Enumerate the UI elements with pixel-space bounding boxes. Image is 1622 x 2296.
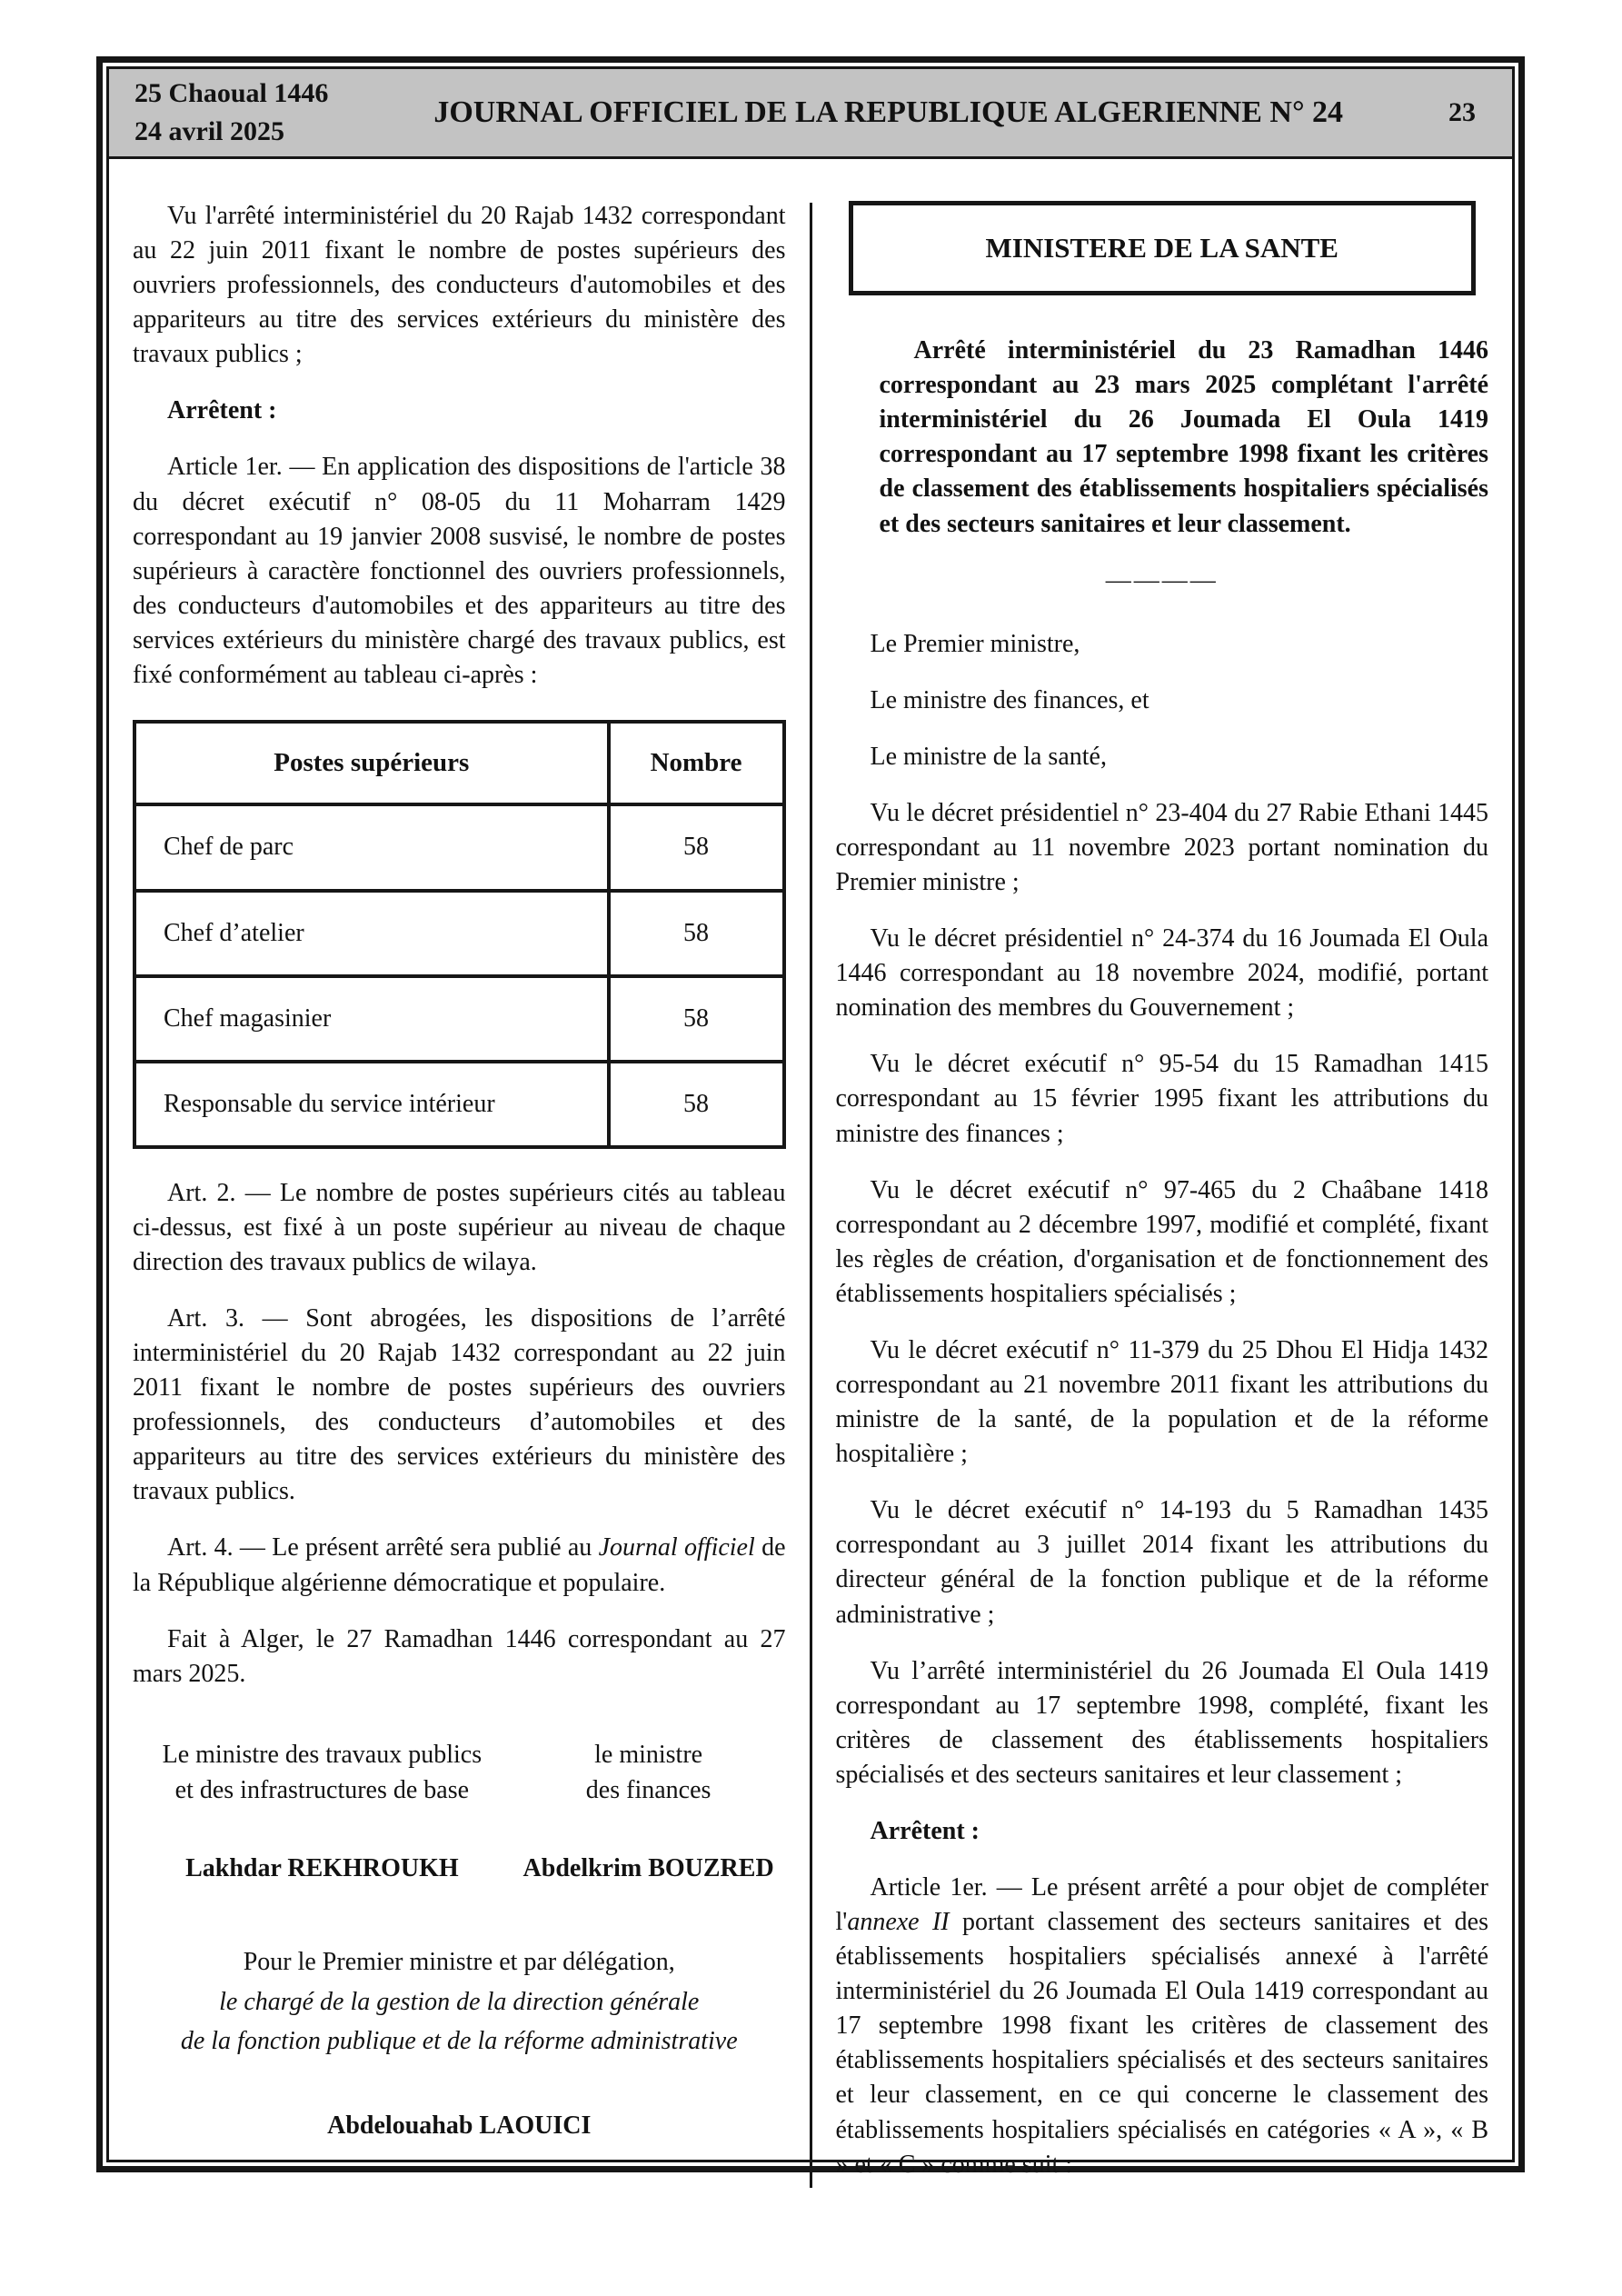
minister-left-title-line1: Le ministre des travaux publics: [162, 1740, 483, 1769]
vu-paragraph: Vu le décret présidentiel n° 23-404 du 27 Rabie Ethani 1445 correspondant au 11 novembre 2023 portant nomination du Premier ministre ;: [835, 798, 1488, 897]
table-cell-nombre: 58: [609, 891, 784, 976]
arretent-heading: Arrêtent :: [870, 1816, 980, 1845]
delegation-line3: de la fonction publique et de la réforme administrative: [180, 2027, 738, 2056]
delegation-name: Abdelouahab LAOUICI: [327, 2111, 592, 2141]
arrete-title-paragraph: Arrêté interministériel du 23 Ramadhan 1446 correspondant au 23 mars 2025 complétant l'arrêté interministériel du 26 Joumada El Oula 1419 correspondant au 17 septembre 1998 fixant les critères de classement des établissements hospitaliers spécialisés et des secteurs sanitaires et leur classement.: [879, 336, 1488, 538]
table-cell-nombre: 58: [609, 804, 784, 890]
page-number: 23: [1448, 97, 1476, 127]
article-4-text-after: de la République algérienne démocratique et populaire.: [133, 1533, 786, 1597]
article-1-paragraph: Article 1er. — En application des dispositions de l'article 38 du décret exécutif n° 08-05 du 11 Moharram 1429 correspondant au 19 janvier 2008 susvisé, le nombre de postes supérieurs à caractère fonctionnel des ouvriers professionnels, des conducteurs d'automobiles et des appariteurs au titre des services extérieurs du ministère chargé des travaux publics, est fixé conformément au tableau ci-après :: [133, 453, 786, 689]
article-1-text-after: portant classement des secteurs sanitaires et des établissements hospitaliers spécialisés annexé à l'arrêté interministériel du 26 Joumada El Oula 1419 correspondant au 17 septembre 1998 fixant les critères de classement des établissements hospitaliers spécialisés et des secteurs sanitaires et leur classement, en ce qui concerne le classement des établissements hospitaliers spécialisés en catégories « A », « B » et « C » comme suit :: [835, 1908, 1488, 2179]
arretent-heading: Arrêtent :: [167, 396, 277, 425]
postes-superieurs-table: [133, 720, 786, 1149]
article-1-text-before: Article 1er. — Le présent arrêté a pour objet de compléter l': [835, 1872, 1488, 1937]
header-dates: [134, 75, 328, 151]
table-row: [134, 891, 784, 976]
delegation-line2: le chargé de la gestion de la direction générale: [219, 1987, 700, 2016]
annexe-ii-italic: annexe II: [847, 1908, 950, 1937]
table-cell-nombre: 58: [609, 1062, 784, 1147]
table-cell-nombre: 58: [609, 976, 784, 1062]
ministry-heading-box: MINISTERE DE LA SANTE: [849, 201, 1477, 295]
vu-paragraph: Vu le décret exécutif n° 95-54 du 15 Ramadhan 1415 correspondant au 15 février 1995 fixant les attributions du ministre des finances ;: [835, 1050, 1488, 1148]
delegation-block: [133, 1942, 786, 2146]
table-header-nombre: Nombre: [609, 722, 784, 804]
minister-left-title-line2: et des infrastructures de base: [174, 1775, 470, 1804]
table-cell-poste: Chef magasinier: [134, 976, 609, 1062]
header-date-hijri: 25 Chaoual 1446: [134, 78, 329, 108]
vu-paragraph: Vu le décret exécutif n° 14-193 du 5 Ramadhan 1435 correspondant au 3 juillet 2014 fixant les attributions du directeur général de la fonction publique et de la réforme administrative ;: [835, 1496, 1488, 1629]
table-row: [134, 1062, 784, 1147]
signature-right-block: [512, 1737, 786, 1886]
left-column: [109, 159, 810, 2211]
article-4-paragraph: [133, 1531, 786, 1600]
journal-title: JOURNAL OFFICIEL DE LA REPUBLIQUE ALGERIENNE N° 24: [433, 95, 1344, 129]
table-cell-poste: Chef d’atelier: [134, 891, 609, 976]
article-2-paragraph: Art. 2. — Le nombre de postes supérieurs cités au tableau ci-dessus, est fixé à un poste supérieur au niveau de chaque direction des travaux publics de wilaya.: [133, 1178, 786, 1276]
preamble-ministre-sante: Le ministre de la santé,: [870, 742, 1107, 771]
delegation-line1: Pour le Premier ministre et par délégation,: [243, 1948, 675, 1977]
signature-left-block: [133, 1737, 512, 1886]
page-frame: [96, 56, 1525, 2179]
vu-paragraph: Vu l'arrêté interministériel du 20 Rajab 1432 correspondant au 22 juin 2011 fixant le nombre de postes supérieurs des ouvriers professionnels, des conducteurs d'automobiles et des appariteurs au titre des services extérieurs du ministère des travaux publics ;: [133, 202, 786, 369]
article-4-text-before: Art. 4. — Le présent arrêté sera publié au: [167, 1533, 599, 1562]
table-header-row: [134, 722, 784, 804]
vu-paragraph: Vu le décret présidentiel n° 24-374 du 16 Joumada El Oula 1446 correspondant au 18 novembre 2024, modifié, portant nomination des membres du Gouvernement ;: [835, 924, 1488, 1023]
page-inner-border: [106, 66, 1515, 2179]
signature-titles-row: [133, 1737, 786, 1886]
vu-paragraph: Vu le décret exécutif n° 11-379 du 25 Dhou El Hidja 1432 correspondant au 21 novembre 2011 fixant les attributions du ministre de la santé, de la population et de la réforme hospitalière ;: [835, 1335, 1488, 1469]
header-date-gregorian: 24 avril 2025: [134, 116, 284, 146]
minister-right-name: Abdelkrim BOUZRED: [522, 1854, 774, 1883]
table-cell-poste: Chef de parc: [134, 804, 609, 890]
table-cell-poste: Responsable du service intérieur: [134, 1062, 609, 1147]
table-row: [134, 976, 784, 1062]
fait-a-alger-paragraph: Fait à Alger, le 27 Ramadhan 1446 correspondant au 27 mars 2025.: [133, 1624, 786, 1688]
dash-separator: ————: [1105, 565, 1219, 594]
article-1-paragraph: [836, 1871, 1489, 2182]
table-header-postes: Postes supérieurs: [134, 722, 609, 804]
journal-header: [109, 69, 1512, 159]
table-row: [134, 804, 784, 890]
right-column: [812, 159, 1513, 2211]
page-content: [109, 159, 1512, 2211]
preamble-premier-ministre: Le Premier ministre,: [870, 629, 1080, 658]
preamble-ministre-finances: Le ministre des finances, et: [870, 685, 1149, 714]
minister-right-title-line1: le ministre: [594, 1740, 703, 1769]
article-3-paragraph: Art. 3. — Sont abrogées, les dispositions de l’arrêté interministériel du 20 Rajab 1432 correspondant au 22 juin 2011 fixant le nombre de postes supérieurs des ouvriers professionnels, des conducteurs d’automobiles et des appariteurs au titre des services extérieurs du ministère des travaux publics.: [133, 1304, 786, 1506]
vu-paragraph: Vu l’arrêté interministériel du 26 Joumada El Oula 1419 correspondant au 17 septembre 1998, complété, fixant les critères de classement des établissements hospitaliers spécialisés et des secteurs sanitaires et leur classement ;: [835, 1656, 1488, 1789]
minister-right-title-line2: des finances: [585, 1775, 711, 1804]
vu-paragraph: Vu le décret exécutif n° 97-465 du 2 Chaâbane 1418 correspondant au 2 décembre 1997, modifié et complété, fixant les règles de création, d'organisation et de fonctionnement des établissements hospitaliers spécialisés ;: [835, 1175, 1488, 1308]
journal-officiel-italic: Journal officiel: [598, 1533, 755, 1562]
minister-left-name: Lakhdar REKHROUKH: [185, 1854, 459, 1883]
